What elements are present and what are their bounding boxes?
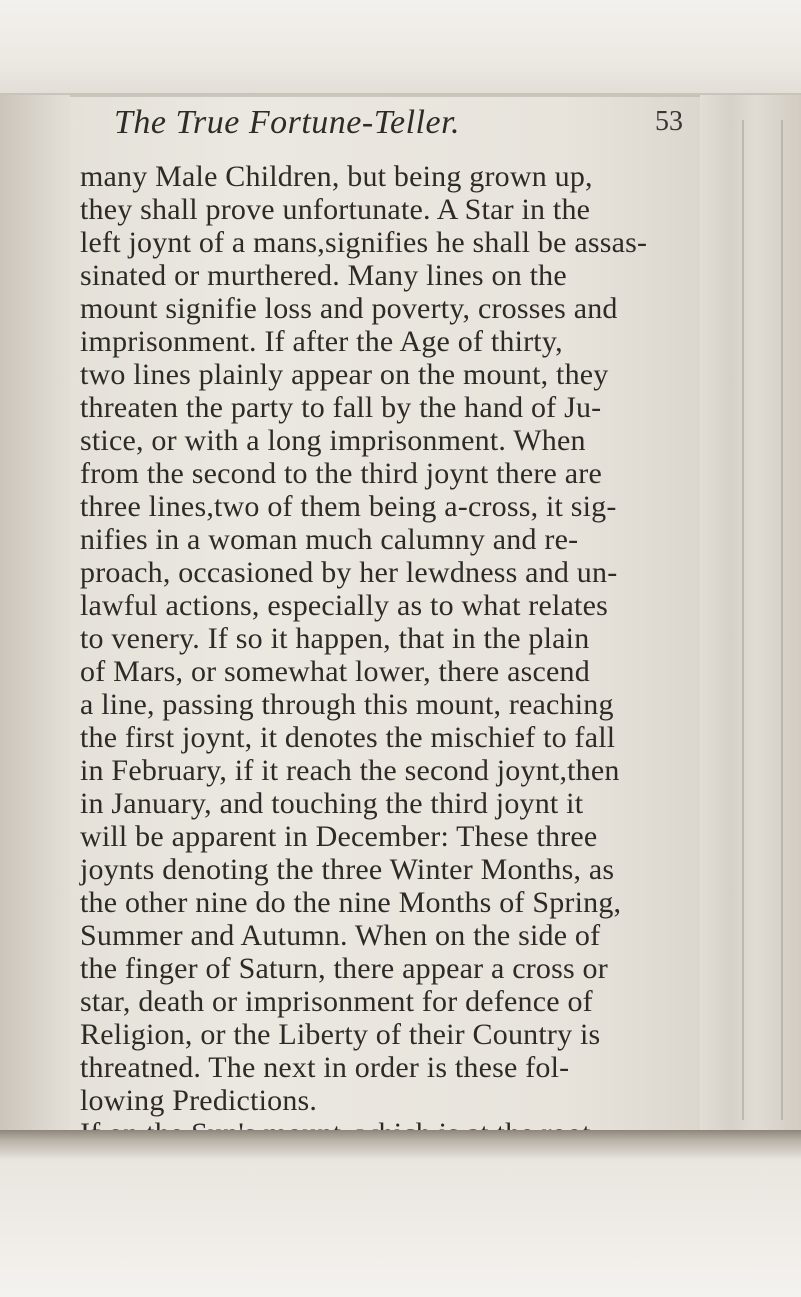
- running-title: The True Fortune-Teller.: [114, 104, 461, 141]
- page-top-shadow: [0, 93, 801, 97]
- text-line: threaten the party to fall by the hand of Ju-: [80, 391, 602, 424]
- page-bottom-margin: [0, 1130, 801, 1297]
- binding-gutter: [0, 95, 70, 1135]
- text-line: in February, if it reach the second joynt,then: [80, 754, 620, 787]
- text-line: stice, or with a long imprisonment. When: [80, 424, 586, 457]
- text-line: threatned. The next in order is these fol-: [80, 1051, 570, 1084]
- text-line: joynts denoting the three Winter Months, as: [80, 853, 615, 886]
- text-line: imprisonment. If after the Age of thirty,: [80, 325, 563, 358]
- text-line: left joynt of a mans,signifies he shall be assas-: [80, 226, 648, 259]
- text-line: in January, and touching the third joynt it: [80, 787, 584, 820]
- text-line: star, death or imprisonment for defence of: [80, 985, 593, 1018]
- text-line: nifies in a woman much calumny and re-: [80, 523, 579, 556]
- body-text: [80, 160, 720, 1150]
- page-header: [80, 100, 720, 160]
- text-line: they shall prove unfortunate. A Star in the: [80, 193, 591, 226]
- text-line: proach, occasioned by her lewdness and un-: [80, 556, 618, 589]
- text-line: Summer and Autumn. When on the side of: [80, 919, 601, 952]
- text-line: sinated or murthered. Many lines on the: [80, 259, 567, 292]
- text-line: lawful actions, especially as to what relates: [80, 589, 608, 622]
- text-line: will be apparent in December: These three: [80, 820, 598, 853]
- page-number: 53: [655, 106, 683, 137]
- text-line: of Mars, or somewhat lower, there ascend: [80, 655, 590, 688]
- text-line: from the second to the third joynt there are: [80, 457, 602, 490]
- text-line: many Male Children, but being grown up,: [80, 160, 593, 193]
- page-top-margin: [0, 0, 801, 95]
- page-edge-line: [742, 120, 744, 1120]
- text-line: the finger of Saturn, there appear a cross or: [80, 952, 608, 985]
- text-line: the other nine do the nine Months of Spring,: [80, 886, 622, 919]
- text-line: the first joynt, it denotes the mischief to fall: [80, 721, 616, 754]
- text-line: a line, passing through this mount, reaching: [80, 688, 614, 721]
- text-line: two lines plainly appear on the mount, they: [80, 358, 609, 391]
- text-line: mount signifie loss and poverty, crosses and: [80, 292, 618, 325]
- text-line: to venery. If so it happen, that in the plain: [80, 622, 590, 655]
- page-edge-line: [781, 120, 783, 1120]
- text-block: [80, 100, 720, 1192]
- text-line: Religion, or the Liberty of their Country is: [80, 1018, 601, 1051]
- text-line: lowing Predictions.: [80, 1084, 318, 1117]
- text-line: three lines,two of them being a-cross, it sig-: [80, 490, 617, 523]
